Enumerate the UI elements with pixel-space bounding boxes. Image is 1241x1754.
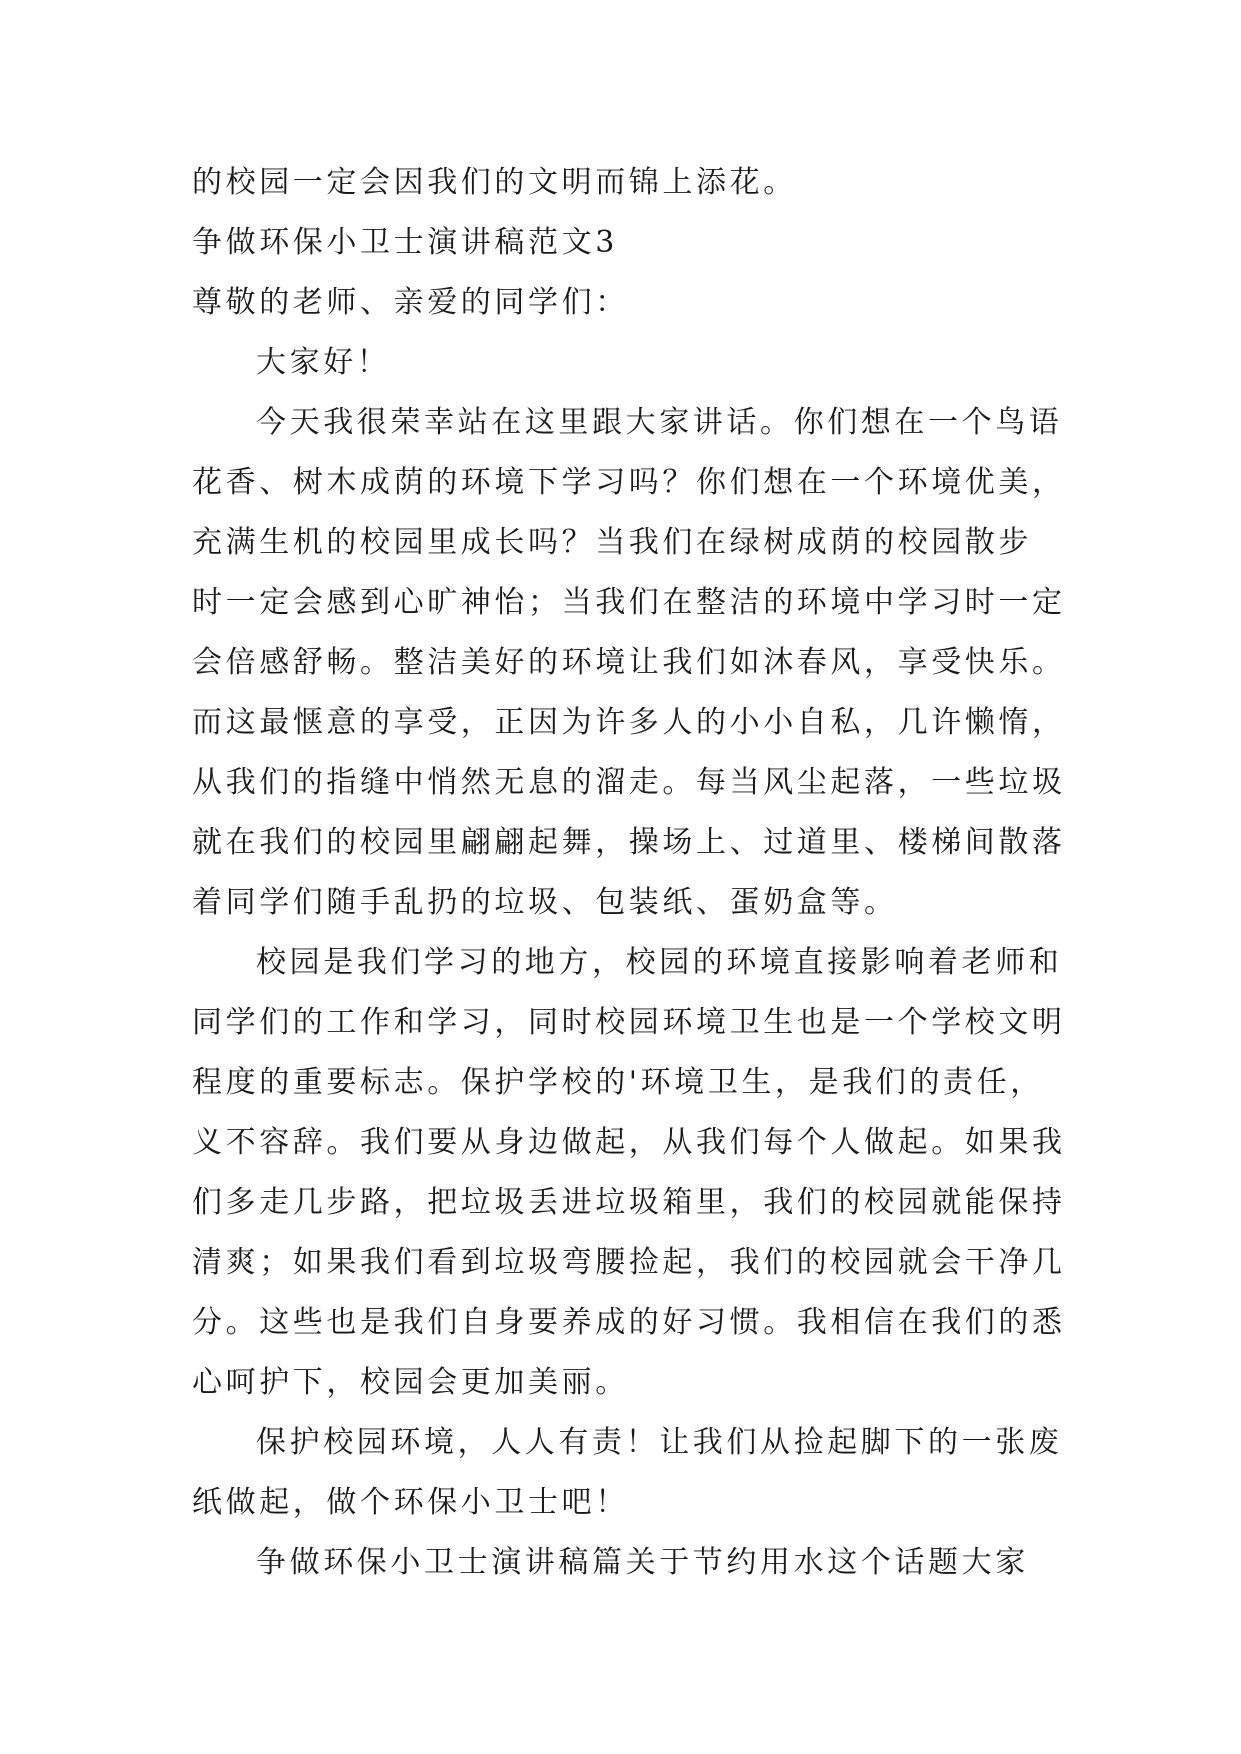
salutation: 尊敬的老师、亲爱的同学们： <box>192 285 629 320</box>
text-line: 们多走几步路，把垃圾丢进垃圾箱里，我们的校园就能保持 <box>192 1185 1066 1220</box>
text-line: 程度的重要标志。保护学校的'环境卫生，是我们的责任， <box>192 1065 1044 1100</box>
greeting: 大家好！ <box>256 345 391 380</box>
text-line: 从我们的指缝中悄然无息的溜走。每当风尘起落，一些垃圾 <box>192 765 1066 800</box>
text-line: 花香、树木成荫的环境下学习吗？你们想在一个环境优美， <box>192 465 1066 500</box>
text-line: 保护校园环境，人人有责！让我们从捡起脚下的一张废 <box>256 1425 1063 1460</box>
text-line: 同学们的工作和学习，同时校园环境卫生也是一个学校文明 <box>192 1005 1066 1040</box>
text-line: 时一定会感到心旷神怡；当我们在整洁的环境中学习时一定 <box>192 585 1066 620</box>
text-line: 着同学们随手乱扔的垃圾、包装纸、蛋奶盒等。 <box>192 885 898 920</box>
text-line: 校园是我们学习的地方，校园的环境直接影响着老师和 <box>256 945 1063 980</box>
text-line: 心呵护下，校园会更加美丽。 <box>192 1365 629 1400</box>
text-line: 会倍感舒畅。整洁美好的环境让我们如沐春风，享受快乐。 <box>192 645 1066 680</box>
text-line: 纸做起，做个环保小卫士吧！ <box>192 1485 629 1520</box>
section-heading: 争做环保小卫士演讲稿范文3 <box>192 225 618 260</box>
document-body <box>192 153 1072 1593</box>
text-line: 的校园一定会因我们的文明而锦上添花。 <box>192 165 797 200</box>
text-line: 就在我们的校园里翩翩起舞，操场上、过道里、楼梯间散落 <box>192 825 1066 860</box>
text-line: 清爽；如果我们看到垃圾弯腰捡起，我们的校园就会干净几 <box>192 1245 1066 1280</box>
text-line: 义不容辞。我们要从身边做起，从我们每个人做起。如果我 <box>192 1125 1066 1160</box>
text-line: 争做环保小卫士演讲稿篇关于节约用水这个话题大家 <box>256 1545 1029 1580</box>
text-line: 今天我很荣幸站在这里跟大家讲话。你们想在一个鸟语 <box>256 405 1063 440</box>
text-line: 分。这些也是我们自身要养成的好习惯。我相信在我们的悉 <box>192 1305 1066 1340</box>
text-line: 而这最惬意的享受，正因为许多人的小小自私，几许懒惰， <box>192 705 1066 740</box>
text-line: 充满生机的校园里成长吗？当我们在绿树成荫的校园散步 <box>192 525 1032 560</box>
